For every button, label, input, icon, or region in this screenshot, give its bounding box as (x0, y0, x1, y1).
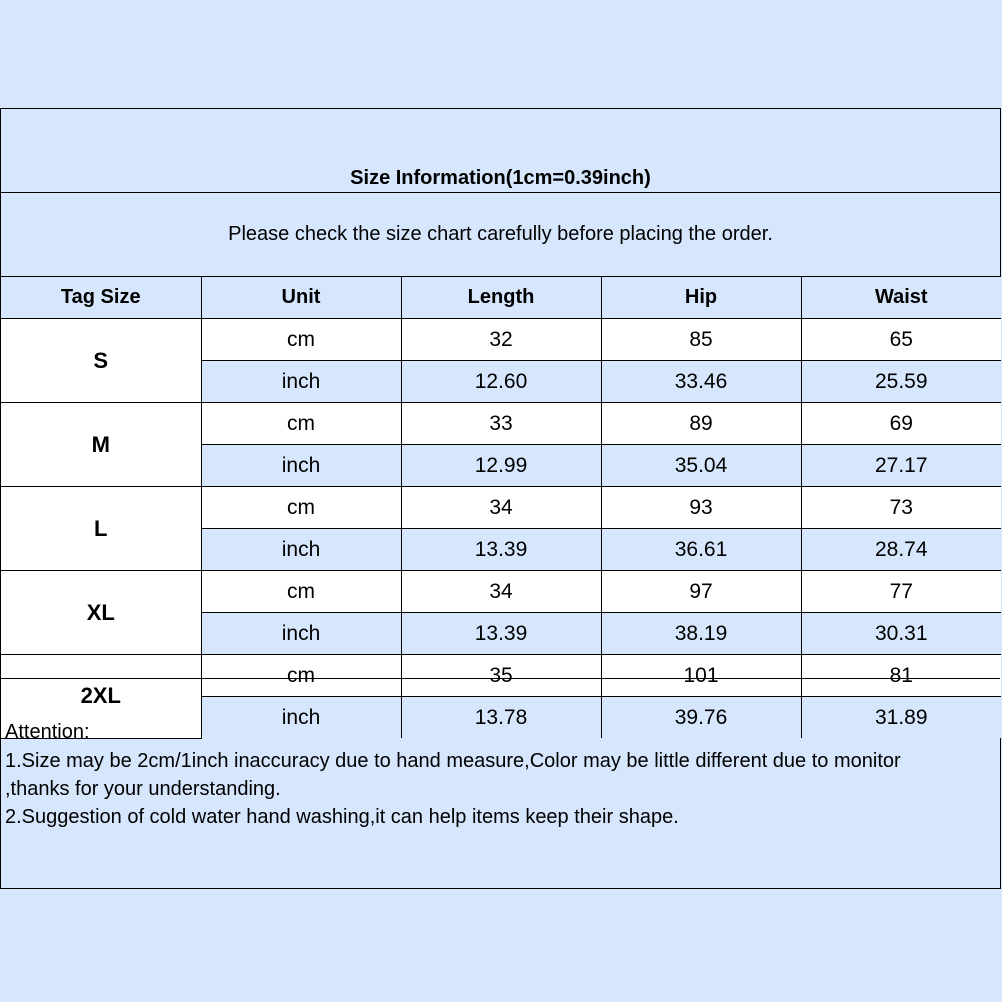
waist-cell: 69 (801, 403, 1001, 445)
header-unit: Unit (201, 277, 401, 319)
tag-size-cell: 2XL (1, 655, 201, 739)
attention-heading: Attention: (5, 721, 90, 743)
waist-cell: 28.74 (801, 529, 1001, 571)
table-header-row (1, 277, 1001, 319)
hip-cell: 38.19 (601, 613, 801, 655)
header-length: Length (401, 277, 601, 319)
length-cell: 35 (401, 655, 601, 697)
unit-cell: inch (201, 529, 401, 571)
header-tag-size: Tag Size (1, 277, 201, 319)
tag-size-cell: M (1, 403, 201, 487)
length-cell: 13.78 (401, 697, 601, 739)
hip-cell: 35.04 (601, 445, 801, 487)
unit-cell: cm (201, 319, 401, 361)
waist-cell: 27.17 (801, 445, 1001, 487)
waist-cell: 30.31 (801, 613, 1001, 655)
hip-cell: 89 (601, 403, 801, 445)
hip-cell: 39.76 (601, 697, 801, 739)
hip-cell: 97 (601, 571, 801, 613)
size-chart-sheet (0, 108, 1001, 889)
unit-cell: inch (201, 697, 401, 739)
table-row (1, 487, 1001, 529)
tag-size-cell: XL (1, 571, 201, 655)
table-row (1, 571, 1001, 613)
length-cell: 12.99 (401, 445, 601, 487)
unit-cell: cm (201, 403, 401, 445)
length-cell: 13.39 (401, 529, 601, 571)
unit-cell: cm (201, 487, 401, 529)
waist-cell: 81 (801, 655, 1001, 697)
hip-cell: 101 (601, 655, 801, 697)
tag-size-cell: S (1, 319, 201, 403)
length-cell: 33 (401, 403, 601, 445)
unit-cell: inch (201, 361, 401, 403)
title-row (1, 109, 1000, 193)
unit-cell: cm (201, 571, 401, 613)
header-waist: Waist (801, 277, 1001, 319)
header-hip: Hip (601, 277, 801, 319)
hip-cell: 85 (601, 319, 801, 361)
waist-cell: 31.89 (801, 697, 1001, 739)
table-row (1, 319, 1001, 361)
hip-cell: 36.61 (601, 529, 801, 571)
notice-row (1, 193, 1000, 277)
unit-cell: cm (201, 655, 401, 697)
unit-cell: inch (201, 613, 401, 655)
attention-section (1, 678, 1000, 890)
waist-cell: 65 (801, 319, 1001, 361)
size-table (1, 277, 1001, 739)
length-cell: 34 (401, 487, 601, 529)
attention-line-2: ,thanks for your understanding. (5, 778, 281, 800)
length-cell: 12.60 (401, 361, 601, 403)
attention-line-1: 1.Size may be 2cm/1inch inaccuracy due to hand measure,Color may be little different due to monitor (5, 750, 901, 772)
attention-line-3: 2.Suggestion of cold water hand washing,it can help items keep their shape. (5, 806, 679, 828)
length-cell: 13.39 (401, 613, 601, 655)
hip-cell: 93 (601, 487, 801, 529)
hip-cell: 33.46 (601, 361, 801, 403)
notice-text: Please check the size chart carefully before placing the order. (228, 223, 773, 245)
length-cell: 34 (401, 571, 601, 613)
unit-cell: inch (201, 445, 401, 487)
table-row (1, 403, 1001, 445)
length-cell: 32 (401, 319, 601, 361)
tag-size-cell: L (1, 487, 201, 571)
size-chart-title: Size Information(1cm=0.39inch) (350, 167, 651, 189)
waist-cell: 77 (801, 571, 1001, 613)
waist-cell: 25.59 (801, 361, 1001, 403)
waist-cell: 73 (801, 487, 1001, 529)
